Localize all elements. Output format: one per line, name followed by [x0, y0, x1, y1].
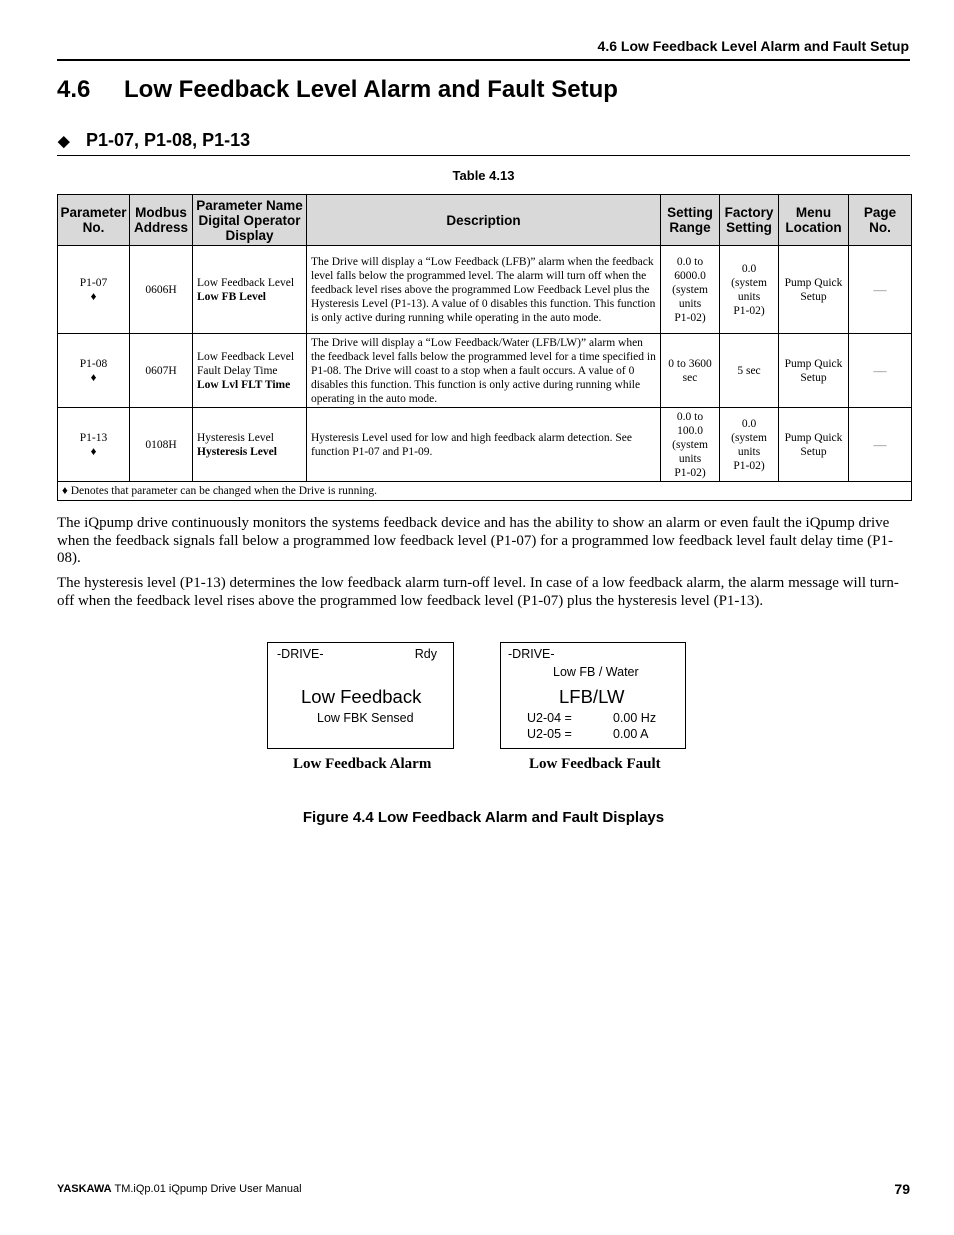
page-no-cell: —	[849, 246, 912, 334]
table-footnote: ♦ Denotes that parameter can be changed when the Drive is running.	[58, 482, 912, 501]
page-number: 79	[894, 1181, 910, 1197]
header-menu-location: Menu Location	[779, 195, 849, 246]
fault-display-value: 0.00 A	[613, 727, 649, 741]
table-row	[58, 408, 912, 482]
alarm-display-sub: Low FBK Sensed	[317, 711, 414, 725]
section-title-text: Low Feedback Level Alarm and Fault Setup	[124, 76, 618, 103]
fault-display-panel	[500, 642, 686, 749]
subsection-title	[58, 130, 250, 151]
figure-caption: Figure 4.4 Low Feedback Alarm and Fault Displays	[302, 809, 665, 826]
runtime-diamond-icon: ♦	[90, 371, 97, 384]
section-title	[57, 76, 618, 104]
param-name-cell: Low Feedback Level Low FB Level	[193, 246, 307, 334]
header-description: Description	[307, 195, 661, 246]
body-paragraph: The hysteresis level (P1-13) determines the low feedback alarm turn-off level. In case of a low feedback alarm, the alarm message will turn-off when the feedback level rises above the programmed low feedback level (P1-07) plus the hysteresis level (P1-13).	[57, 575, 899, 609]
subsection-rule	[57, 155, 910, 156]
parameter-table	[57, 194, 912, 501]
fault-display-key: U2-05 =	[527, 727, 572, 741]
table-row	[58, 246, 912, 334]
param-no-cell: P1-13 ♦	[58, 408, 130, 482]
alarm-display-main: Low Feedback	[301, 686, 422, 707]
header-rule	[57, 59, 910, 61]
subsection-title-text: P1-07, P1-08, P1-13	[86, 130, 251, 150]
body-paragraph: The iQpump drive continuously monitors the systems feedback device and has the ability to show an alarm or even fault the iQpump drive when the feedback signals fall below a programmed low feedback level (P1-07) for a programmed low feedback level fault delay time (P1-08).	[57, 515, 893, 566]
table-caption: Table 4.13	[452, 168, 515, 183]
setting-range-cell: 0 to 3600 sec	[661, 334, 720, 408]
header-page-no: Page No.	[849, 195, 912, 246]
table-header-row	[58, 195, 912, 246]
header-setting-range: Setting Range	[661, 195, 720, 246]
header-parameter-no: Parameter No.	[58, 195, 130, 246]
alarm-display-label: Low Feedback Alarm	[293, 756, 432, 772]
setting-range-cell: 0.0 to 6000.0 (system units P1-02)	[661, 246, 720, 334]
param-no-cell: P1-07 ♦	[58, 246, 130, 334]
page-no-cell: —	[849, 408, 912, 482]
fault-display-key: U2-04 =	[527, 711, 572, 725]
page-no-cell: —	[849, 334, 912, 408]
alarm-display-mode: -DRIVE-	[277, 647, 324, 661]
runtime-diamond-icon: ♦	[90, 445, 97, 458]
table-footnote-row	[58, 482, 912, 501]
table-row	[58, 334, 912, 408]
fault-display-label: Low Feedback Fault	[529, 756, 661, 772]
param-name-cell: Hysteresis Level Hysteresis Level	[193, 408, 307, 482]
fault-display-top: Low FB / Water	[553, 665, 639, 679]
description-cell: The Drive will display a “Low Feedback (LFB)” alarm when the feedback level falls below the programmed level. The alarm will turn off when the feedback level rises above the programmed Low Feedback Level plus the Hysteresis Level (P1-13). A value of 0 disables this function. This function is only active during running while operating in the auto mode.	[307, 246, 661, 334]
footer-brand: YASKAWA	[57, 1183, 112, 1195]
factory-setting-cell: 0.0 (system units P1-02)	[720, 246, 779, 334]
setting-range-cell: 0.0 to 100.0 (system units P1-02)	[661, 408, 720, 482]
footer-manual-title: TM.iQp.01 iQpump Drive User Manual	[114, 1183, 302, 1195]
fault-display-mode: -DRIVE-	[508, 647, 555, 661]
menu-location-cell: Pump Quick Setup	[779, 334, 849, 408]
header-factory-setting: Factory Setting	[720, 195, 779, 246]
footer-manual	[57, 1183, 302, 1195]
modbus-cell: 0108H	[130, 408, 193, 482]
diamond-bullet-icon: ◆	[58, 133, 70, 150]
fault-display-value: 0.00 Hz	[613, 711, 657, 725]
factory-setting-cell: 0.0 (system units P1-02)	[720, 408, 779, 482]
param-no-cell: P1-08 ♦	[58, 334, 130, 408]
factory-setting-cell: 5 sec	[720, 334, 779, 408]
menu-location-cell: Pump Quick Setup	[779, 408, 849, 482]
menu-location-cell: Pump Quick Setup	[779, 246, 849, 334]
alarm-display-status: Rdy	[414, 647, 437, 661]
modbus-cell: 0606H	[130, 246, 193, 334]
modbus-cell: 0607H	[130, 334, 193, 408]
alarm-display-panel	[267, 642, 454, 749]
description-cell: The Drive will display a “Low Feedback/Water (LFB/LW)” alarm when the feedback level falls below the programmed level for a time specified in P1-08. The Drive will coast to a stop when a fault occurs. A value of 0 disables this function. This function is only active during running while operating in the auto mode.	[307, 334, 661, 408]
header-modbus-address: Modbus Address	[130, 195, 193, 246]
section-number: 4.6	[57, 76, 91, 103]
running-header: 4.6 Low Feedback Level Alarm and Fault Setup	[597, 38, 909, 54]
runtime-diamond-icon: ♦	[90, 290, 97, 303]
param-name-cell: Low Feedback Level Fault Delay Time Low Lvl FLT Time	[193, 334, 307, 408]
header-parameter-name: Parameter Name Digital Operator Display	[193, 195, 307, 246]
fault-display-main: LFB/LW	[559, 686, 625, 707]
description-cell: Hysteresis Level used for low and high feedback alarm detection. See function P1-07 and P1-09.	[307, 408, 661, 482]
